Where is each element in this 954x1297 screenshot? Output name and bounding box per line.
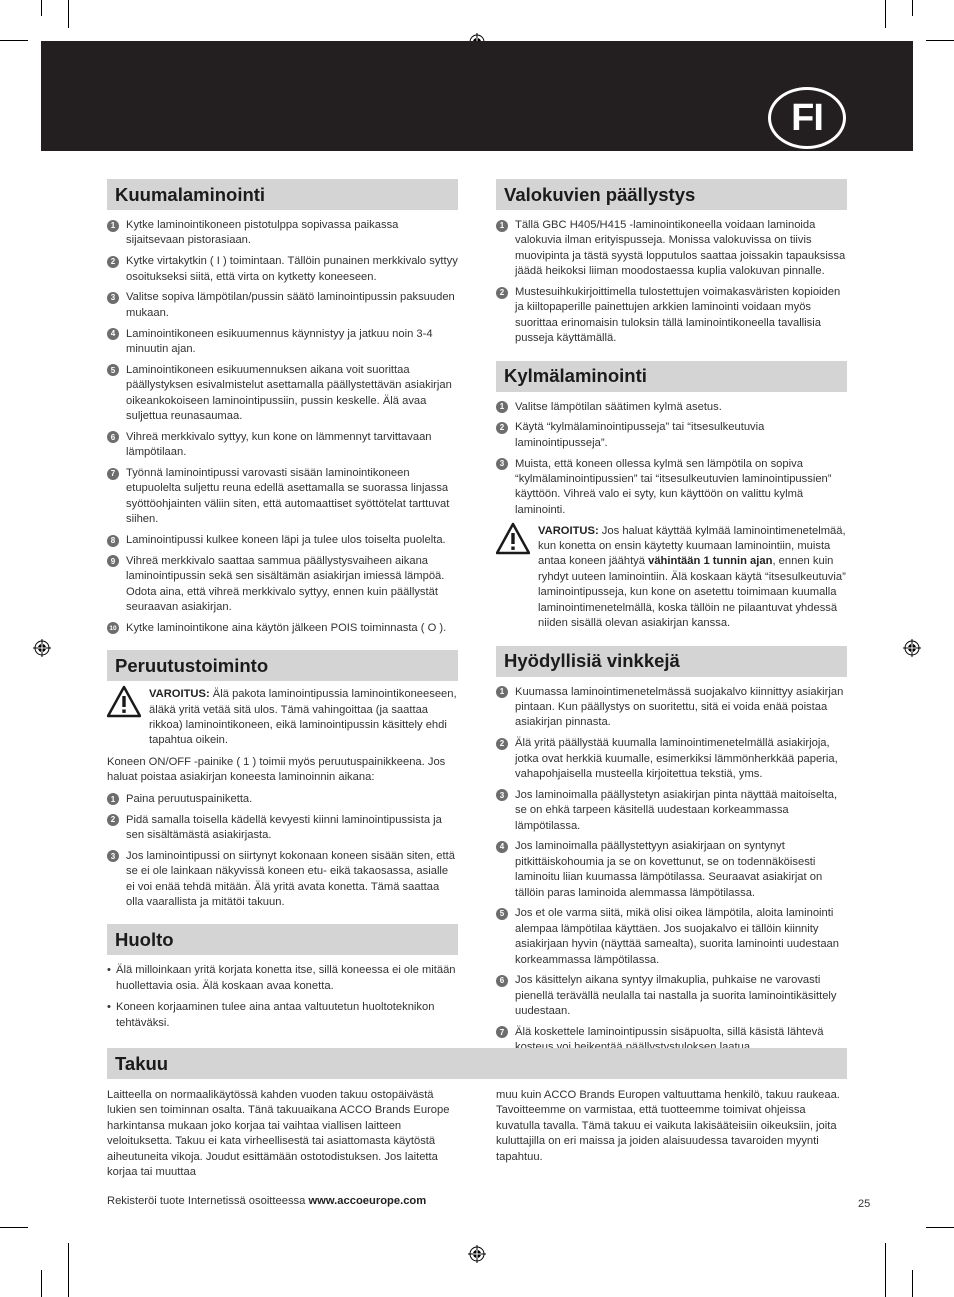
step-number-badge: 9 bbox=[107, 555, 119, 567]
section-title-peruutustoiminto: Peruutustoiminto bbox=[107, 650, 458, 681]
step-number-badge: 2 bbox=[107, 814, 119, 826]
bullet-text: Koneen korjaaminen tulee aina antaa valtuutetun huoltoteknikon tehtäväksi. bbox=[116, 1001, 435, 1029]
huolto-list bbox=[107, 963, 458, 1031]
list-item bbox=[107, 533, 458, 548]
list-item bbox=[107, 254, 458, 285]
list-item-text: Jos et ole varma siitä, mikä olisi oikea lämpötila, aloita laminointi alempaa lämpötilaa käyttäen. Jos suojakalvo ei tällöin kiinnity asiakirjaan hyvin (näyttää samealta), suorita laminointi uudestaan korkeammassa lämpötilassa. bbox=[515, 907, 839, 966]
step-number-badge: 5 bbox=[107, 364, 119, 376]
list-item-text: Kytke virtakytkin ( I ) toimintaan. Tällöin punainen merkkivalo syttyy osoitukseksi siitä, että virta on kytketty koneeseen. bbox=[126, 255, 458, 283]
list-item-text: Jos laminoimalla päällystettyyn asiakirjaan on syntynyt pitkittäiskohoumia ja se on kovettunut, se on todennäköisesti laminoitu liian kuumassa lämpötilassa. Seuraavat asiakirjat on tällöin paras laminoida alemmassa lämpötilassa. bbox=[515, 840, 823, 899]
bullet-icon: • bbox=[107, 964, 111, 977]
cancel-intro: Koneen ON/OFF -painike ( 1 ) toimii myös peruutuspainikkeena. Jos haluat poistaa asiakirjan koneesta laminoinnin aikana: bbox=[107, 755, 446, 784]
warning-body: Älä pakota laminointipussia laminointikoneeseen, äläkä yritä vetää sitä ulos. Tämä vahingoittaa (ja saattaa rikkoa) laminointikoneen, eikä laminointipussin käsittely ehdi tapahtua oikein. bbox=[149, 688, 457, 747]
list-item bbox=[496, 457, 847, 519]
warning-block bbox=[107, 687, 458, 749]
list-item bbox=[107, 290, 458, 321]
warning-text bbox=[149, 687, 458, 749]
list-item bbox=[107, 218, 458, 249]
step-number-badge: 7 bbox=[107, 468, 119, 480]
registration-mark-icon bbox=[468, 1245, 486, 1263]
warning-icon bbox=[107, 685, 141, 719]
warning-body: Jos haluat käyttää kylmää laminointimenetelmää, kun konetta on ensin käytetty kuumaan laminointiin, muista antaa koneen jäähtyä bbox=[538, 524, 846, 568]
list-item-text: Pidä samalla toisella kädellä kevyesti kiinni laminointipussista ja sen sisältämästä asiakirjasta. bbox=[126, 813, 442, 841]
kuumalaminointi-list bbox=[107, 218, 458, 636]
takuu-left-column bbox=[107, 1088, 457, 1210]
register-link[interactable]: www.accoeurope.com bbox=[308, 1195, 427, 1208]
list-item bbox=[107, 430, 458, 461]
warning-block bbox=[496, 524, 847, 632]
list-item bbox=[496, 973, 847, 1019]
list-item-text: Muista, että koneen ollessa kylmä sen lämpötila on sopiva “kylmälaminointipussien” tai “itsesulkeutuvien laminointipussien” käyttöön. Vihreä valo ei syty, kun käyttöön on valittu kylmä laminointi. bbox=[515, 457, 832, 516]
warning-emphasis: vähintään 1 tunnin ajan bbox=[648, 555, 773, 568]
register-line bbox=[107, 1194, 457, 1209]
step-number-badge: 2 bbox=[496, 287, 508, 299]
list-item-text: Laminointikoneen esikuumennuksen aikana voit suorittaa päällystyksen esivalmistelut asettamalla päällystettävän asiakirjan oikeankokoiseen laminointipussiin, pussin keskelle. Älä avaa suljettua reunasaumaa. bbox=[126, 363, 452, 423]
warning-text bbox=[538, 524, 847, 632]
bullet-item bbox=[107, 1000, 458, 1031]
crop-mark bbox=[68, 1243, 69, 1297]
step-number-badge: 3 bbox=[496, 458, 508, 470]
crop-mark bbox=[912, 0, 913, 16]
list-item-text: Valitse sopiva lämpötilan/pussin säätö laminointipussin paksuuden mukaan. bbox=[126, 291, 455, 319]
vinkkeja-list bbox=[496, 685, 847, 1056]
crop-mark bbox=[926, 40, 954, 41]
list-item-text: Käytä “kylmälaminointipusseja” tai “itsesulkeutuvia laminointipusseja”. bbox=[515, 421, 765, 449]
step-number-badge: 6 bbox=[496, 975, 508, 987]
list-item-text: Jos laminointipussi on siirtynyt kokonaan koneen sisään siten, että se ei ole lainkaan näkyvissä koneen etu- eikä takaosassa, asialle ei voi enää tehdä mitään. Älä yritä avata konetta. Tämä saattaa olla vaarallista ja mitätöi takuun. bbox=[126, 849, 455, 908]
step-number-badge: 1 bbox=[496, 220, 508, 232]
crop-mark bbox=[885, 0, 886, 28]
kylmalaminointi-list bbox=[496, 400, 847, 519]
language-badge: FI bbox=[768, 87, 846, 149]
step-number-badge: 2 bbox=[107, 256, 119, 268]
list-item-text: Työnnä laminointipussi varovasti sisään laminointikoneen etupuolelta suljettu reuna edellä asettamalla se suorassa linjassa syöttöohjainten väliin siten, että automaattiset syöttötelat tarttuvat siihen. bbox=[126, 467, 450, 526]
peruutus-list bbox=[107, 792, 458, 911]
list-item-text: Laminointikoneen esikuumennus käynnistyy ja jatkuu noin 3-4 minuutin ajan. bbox=[126, 327, 433, 356]
crop-mark bbox=[0, 40, 28, 41]
bullet-icon: • bbox=[107, 1001, 111, 1014]
list-item bbox=[107, 621, 458, 636]
list-item bbox=[496, 218, 847, 280]
bullet-item bbox=[107, 963, 458, 994]
list-item bbox=[107, 466, 458, 528]
list-item-text: Kytke laminointikoneen pistotulppa sopivassa paikassa sijaitsevaan pistorasiaan. bbox=[126, 219, 399, 247]
step-number-badge: 7 bbox=[496, 1026, 508, 1038]
takuu-section bbox=[107, 1048, 847, 1079]
step-number-badge: 2 bbox=[496, 738, 508, 750]
takuu-text-right: muu kuin ACCO Brands Europen valtuuttama henkilö, takuu raukeaa. Tavoitteemme on varmistaa, että tuotteemme toimivat ohjeissa kuvatulla tavalla. Tämä takuu ei vaikuta lakisääteisiin oikeuksiin, joita kuluttajilla on eri maissa ja joiden alaisuudessa tavaroiden myynti tapahtuu. bbox=[496, 1089, 840, 1163]
section-title-takuu: Takuu bbox=[107, 1048, 847, 1079]
step-number-badge: 3 bbox=[496, 789, 508, 801]
step-number-badge: 8 bbox=[107, 535, 119, 547]
step-number-badge: 3 bbox=[107, 292, 119, 304]
section-title-huolto: Huolto bbox=[107, 924, 458, 955]
takuu-right-column bbox=[496, 1088, 846, 1165]
list-item-text: Kytke laminointikone aina käytön jälkeen POIS toiminnasta ( O ). bbox=[126, 621, 447, 634]
bullet-text: Älä milloinkaan yritä korjata konetta itse, sillä koneessa ei ole mitään huollettavia osia. Älä koskaan avaa konetta. bbox=[116, 964, 456, 992]
list-item-text: Laminointipussi kulkee koneen läpi ja tulee ulos toiselta puolelta. bbox=[126, 534, 446, 547]
list-item-text: Vihreä merkkivalo syttyy, kun kone on lämmennyt tarvittavaan lämpötilaan. bbox=[126, 430, 432, 459]
list-item-text: Mustesuihkukirjoittimella tulostettujen voimakasväristen kopioiden ja kiiltopaperille painettujen arkkien laminointi voidaan myös suorittaa erinomaisin tuloksin tällä laminointikoneella tavallisia pusseja käyttämällä. bbox=[515, 286, 841, 345]
step-number-badge: 6 bbox=[107, 431, 119, 443]
list-item bbox=[496, 736, 847, 782]
crop-mark bbox=[41, 1270, 42, 1297]
registration-mark-icon bbox=[33, 639, 51, 657]
valokuvien-list bbox=[496, 218, 847, 347]
step-number-badge: 4 bbox=[496, 841, 508, 853]
list-item-text: Tällä GBC H405/H415 -laminointikoneella voidaan laminoida valokuvia ilman erityispusseja. Monissa valokuvissa on tiivis muovipinta ja tästä syystä lopputulos saattaa joissakin tapauksissa jäädä heikoksi liiman moodostaessa kuplia valokuvan pinnalle. bbox=[515, 219, 846, 278]
page-number: 25 bbox=[858, 1198, 871, 1210]
step-number-badge: 1 bbox=[496, 401, 508, 413]
list-item bbox=[496, 285, 847, 347]
list-item-text: Jos laminoimalla päällystetyn asiakirjan pinta näyttää maitoiselta, se on ehkä tarpeen käsitellä uudestaan korkeammassa lämpötilassa. bbox=[515, 788, 838, 832]
list-item bbox=[107, 813, 458, 844]
takuu-text-left: Laitteella on normaalikäytössä kahden vuoden takuu ostopäivästä lukien sen toiminnan osalta. Tänä takuuaikana ACCO Brands Europe harkintansa mukaan joko korjaa tai vaihtaa viallisen laitteen veloituksetta. Takuu ei kata virheellisestä tai asiattomasta käytöstä aiheutuneita vikoja. Joudut esittämään ostotodistuksen. Jos laitetta korjaa tai muuttaa bbox=[107, 1089, 450, 1179]
list-item bbox=[496, 788, 847, 834]
step-number-badge: 2 bbox=[496, 422, 508, 434]
list-item-text: Jos käsittelyn aikana syntyy ilmakuplia, puhkaise ne varovasti pienellä terävällä neulalla tai nastalla ja suorita laminointikäsittely uudestaan. bbox=[515, 974, 837, 1018]
step-number-badge: 1 bbox=[496, 686, 508, 698]
section-title-kuumalaminointi: Kuumalaminointi bbox=[107, 179, 458, 210]
list-item bbox=[107, 363, 458, 425]
list-item bbox=[496, 685, 847, 731]
section-title-valokuvien: Valokuvien päällystys bbox=[496, 179, 847, 210]
crop-mark bbox=[41, 0, 42, 16]
step-number-badge: 1 bbox=[107, 220, 119, 232]
registration-mark-icon bbox=[903, 639, 921, 657]
list-item bbox=[496, 400, 847, 415]
crop-mark bbox=[926, 1227, 954, 1228]
crop-mark bbox=[885, 1243, 886, 1297]
section-title-vinkkeja: Hyödyllisiä vinkkejä bbox=[496, 646, 847, 677]
list-item-text: Älä yritä päällystää kuumalla laminointimenetelmällä asiakirjoja, jotka ovat herkkiä kuumalle, esimerkiksi lämmönherkkää paperia, vahapohjaisella musteella kirjoitettua tekstiä, yms. bbox=[515, 737, 838, 780]
left-column bbox=[107, 179, 458, 1037]
warning-label: VAROITUS: bbox=[538, 524, 599, 537]
list-item bbox=[107, 849, 458, 911]
warning-body: , ennen kuin ryhdyt uuteen laminointiin. Älä koskaan käytä “itsesulkeutuvia” laminointipusseja, kun kone on asetettu toimimaan kuumalla laminointimenetelmällä, koska tällöin ne pilaantuvat yhdessä niiden sisällä olevan asiakirjan kanssa. bbox=[538, 555, 846, 630]
list-item-text: Valitse lämpötilan säätimen kylmä asetus. bbox=[515, 400, 722, 413]
list-item-text: Paina peruutuspainiketta. bbox=[126, 792, 253, 805]
section-title-kylmalaminointi: Kylmälaminointi bbox=[496, 361, 847, 392]
step-number-badge: 4 bbox=[107, 328, 119, 340]
step-number-badge: 1 bbox=[107, 793, 119, 805]
step-number-badge: 3 bbox=[107, 850, 119, 862]
warning-icon bbox=[496, 522, 530, 556]
list-item bbox=[107, 554, 458, 616]
list-item bbox=[496, 420, 847, 451]
list-item-text: Älä koskettele laminointipussin sisäpuolta, sillä käsistä lähtevä bbox=[515, 1025, 824, 1038]
list-item bbox=[107, 792, 458, 807]
list-item-text: Kuumassa laminointimenetelmässä suojakalvo kiinnittyy asiakirjan pintaan. Kun päällystys on suoritettu, sitä ei voida enää poistaa asiakirjan pinnasta. bbox=[515, 685, 844, 729]
list-item bbox=[107, 327, 458, 358]
crop-mark bbox=[68, 0, 69, 28]
warning-label: VAROITUS: bbox=[149, 688, 210, 701]
right-column bbox=[496, 179, 847, 1061]
list-item bbox=[496, 839, 847, 901]
step-number-badge: 10 bbox=[107, 622, 119, 634]
list-item bbox=[496, 906, 847, 968]
step-number-badge: 5 bbox=[496, 908, 508, 920]
register-text: Rekisteröi tuote Internetissä osoitteessa bbox=[107, 1195, 309, 1208]
crop-mark bbox=[912, 1270, 913, 1297]
list-item-text: Vihreä merkkivalo saattaa sammua päällystysvaiheen aikana laminointipussin sekä sen sisältämän asiakirjan imiessä lämpöä. Odota aina, että vihreä merkkivalo syttyy, ennen kuin päällystät seuraavan asiakirjan. bbox=[126, 554, 445, 614]
crop-mark bbox=[0, 1227, 28, 1228]
